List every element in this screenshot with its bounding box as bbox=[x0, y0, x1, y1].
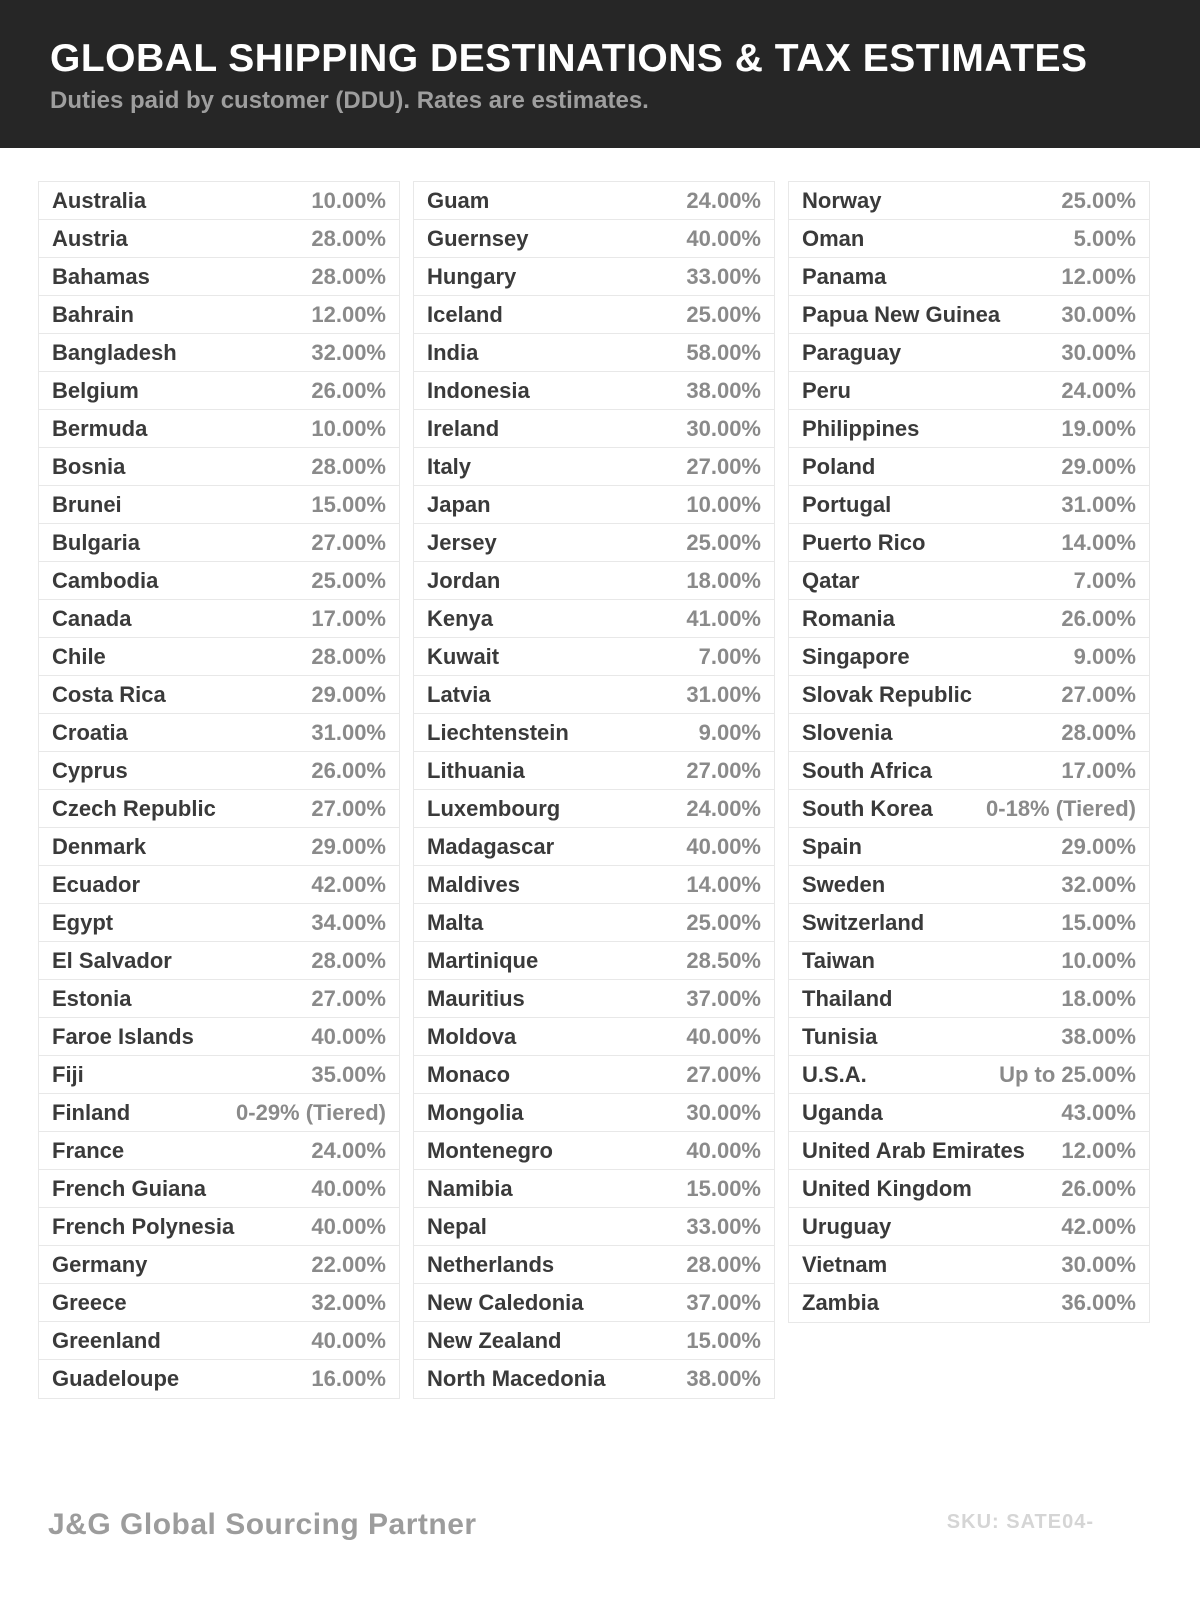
table-row bbox=[789, 1132, 1149, 1170]
country-name: France bbox=[52, 1137, 125, 1163]
country-name: United Arab Emirates bbox=[802, 1137, 1025, 1163]
table-row bbox=[39, 866, 399, 904]
country-name: Egypt bbox=[52, 909, 114, 935]
table-row bbox=[789, 752, 1149, 790]
country-name: Denmark bbox=[52, 833, 147, 859]
tax-rate: 42.00% bbox=[311, 871, 386, 897]
tax-rate: 30.00% bbox=[1061, 1251, 1136, 1277]
tax-rate: 27.00% bbox=[686, 757, 761, 783]
table-row bbox=[414, 1170, 774, 1208]
country-name: Greece bbox=[52, 1289, 127, 1315]
table-row bbox=[414, 524, 774, 562]
table-row bbox=[39, 1056, 399, 1094]
table-row bbox=[414, 1360, 774, 1398]
tax-rate: 37.00% bbox=[686, 985, 761, 1011]
country-name: Namibia bbox=[427, 1175, 513, 1201]
country-name: Montenegro bbox=[427, 1137, 553, 1163]
country-name: Ireland bbox=[427, 415, 500, 441]
table-row bbox=[414, 1246, 774, 1284]
table-row bbox=[789, 296, 1149, 334]
table-row bbox=[414, 866, 774, 904]
table-row bbox=[39, 942, 399, 980]
tax-rate: 16.00% bbox=[311, 1366, 386, 1391]
tax-rate: 15.00% bbox=[311, 491, 386, 517]
tax-rate: 25.00% bbox=[686, 909, 761, 935]
country-name: Bosnia bbox=[52, 453, 126, 479]
tax-rate: 33.00% bbox=[686, 263, 761, 289]
tax-rate: 12.00% bbox=[1061, 263, 1136, 289]
table-row bbox=[789, 638, 1149, 676]
table-row bbox=[414, 296, 774, 334]
tax-rate: 24.00% bbox=[686, 795, 761, 821]
tax-rate: 27.00% bbox=[311, 795, 386, 821]
table-row bbox=[414, 752, 774, 790]
tax-rate: 38.00% bbox=[686, 377, 761, 403]
country-name: Madagascar bbox=[427, 833, 555, 859]
country-name: Taiwan bbox=[802, 947, 875, 973]
country-name: Switzerland bbox=[802, 909, 925, 935]
tax-rate: 12.00% bbox=[311, 301, 386, 327]
table-row bbox=[789, 486, 1149, 524]
table-row bbox=[39, 790, 399, 828]
country-name: Cyprus bbox=[52, 757, 128, 783]
country-name: French Polynesia bbox=[52, 1213, 235, 1239]
sku-label: SKU: SATE04- bbox=[946, 1511, 1094, 1533]
table-row bbox=[789, 410, 1149, 448]
table-row bbox=[789, 448, 1149, 486]
tax-rate: 27.00% bbox=[686, 1061, 761, 1087]
country-name: Austria bbox=[52, 225, 128, 251]
table-row bbox=[39, 1246, 399, 1284]
country-name: South Korea bbox=[802, 795, 933, 821]
table-row bbox=[789, 220, 1149, 258]
tax-rate: 30.00% bbox=[1061, 339, 1136, 365]
tax-rate: 40.00% bbox=[686, 833, 761, 859]
tax-rate: 41.00% bbox=[686, 605, 761, 631]
table-row bbox=[789, 942, 1149, 980]
tax-rate: 29.00% bbox=[1061, 833, 1136, 859]
tax-rate: 29.00% bbox=[311, 681, 386, 707]
rates-table bbox=[788, 181, 1150, 1323]
country-name: Belgium bbox=[52, 377, 139, 403]
country-name: French Guiana bbox=[52, 1175, 207, 1201]
country-name: Portugal bbox=[802, 491, 892, 517]
table-row bbox=[39, 676, 399, 714]
country-name: Bahrain bbox=[52, 301, 134, 327]
tax-rate: 10.00% bbox=[311, 415, 386, 441]
country-name: Bangladesh bbox=[52, 339, 177, 365]
country-name: Papua New Guinea bbox=[802, 301, 1001, 327]
tax-rate: 26.00% bbox=[1061, 605, 1136, 631]
brand-name: J&G Global Sourcing Partner bbox=[48, 1508, 477, 1541]
tax-rate: 38.00% bbox=[686, 1366, 761, 1391]
country-name: New Zealand bbox=[427, 1327, 562, 1353]
country-name: Zambia bbox=[802, 1290, 880, 1315]
table-row bbox=[414, 220, 774, 258]
tax-rate: 40.00% bbox=[686, 1023, 761, 1049]
country-name: Netherlands bbox=[427, 1251, 555, 1277]
table-row bbox=[39, 220, 399, 258]
table-row bbox=[39, 1208, 399, 1246]
tax-rate: 30.00% bbox=[1061, 301, 1136, 327]
table-row bbox=[39, 182, 399, 220]
table-row bbox=[39, 714, 399, 752]
tax-rate: 40.00% bbox=[311, 1213, 386, 1239]
tax-rate: 28.50% bbox=[686, 947, 761, 973]
table-row bbox=[39, 1018, 399, 1056]
tax-rate: 29.00% bbox=[311, 833, 386, 859]
country-name: Paraguay bbox=[802, 339, 902, 365]
tax-rate: 15.00% bbox=[1061, 909, 1136, 935]
table-row bbox=[789, 1170, 1149, 1208]
tax-rate: 30.00% bbox=[686, 1099, 761, 1125]
country-name: Mongolia bbox=[427, 1099, 524, 1125]
table-row bbox=[789, 562, 1149, 600]
rates-table bbox=[413, 181, 775, 1399]
table-row bbox=[414, 334, 774, 372]
country-name: Moldova bbox=[427, 1023, 517, 1049]
country-name: Guernsey bbox=[427, 225, 529, 251]
tax-rate: 38.00% bbox=[1061, 1023, 1136, 1049]
country-name: Kuwait bbox=[427, 643, 500, 669]
table-row bbox=[39, 1132, 399, 1170]
country-name: Oman bbox=[802, 225, 865, 251]
country-name: Bermuda bbox=[52, 415, 148, 441]
table-row bbox=[789, 600, 1149, 638]
country-name: U.S.A. bbox=[802, 1061, 867, 1087]
table-row bbox=[789, 866, 1149, 904]
tax-rate: 42.00% bbox=[1061, 1213, 1136, 1239]
country-name: Tunisia bbox=[802, 1023, 878, 1049]
country-name: Malta bbox=[427, 909, 484, 935]
country-name: Greenland bbox=[52, 1327, 161, 1353]
country-name: Mauritius bbox=[427, 985, 525, 1011]
country-name: Jordan bbox=[427, 567, 501, 593]
country-name: Martinique bbox=[427, 947, 539, 973]
country-name: Italy bbox=[427, 453, 472, 479]
table-row bbox=[789, 1018, 1149, 1056]
tax-rate: 36.00% bbox=[1061, 1290, 1136, 1315]
table-row bbox=[39, 1284, 399, 1322]
tax-rate: 28.00% bbox=[311, 263, 386, 289]
tax-rate: 15.00% bbox=[686, 1175, 761, 1201]
country-name: Guadeloupe bbox=[52, 1366, 180, 1391]
country-name: North Macedonia bbox=[427, 1366, 606, 1391]
table-row bbox=[789, 334, 1149, 372]
table-row bbox=[414, 1284, 774, 1322]
tax-rate: 29.00% bbox=[1061, 453, 1136, 479]
country-name: Maldives bbox=[427, 871, 520, 897]
table-row bbox=[789, 1284, 1149, 1322]
table-row bbox=[414, 372, 774, 410]
table-row bbox=[789, 980, 1149, 1018]
country-name: Spain bbox=[802, 833, 862, 859]
tax-rate: 28.00% bbox=[311, 225, 386, 251]
country-name: Iceland bbox=[427, 301, 503, 327]
tax-rate: 31.00% bbox=[686, 681, 761, 707]
country-name: Sweden bbox=[802, 871, 886, 897]
tax-rate: 32.00% bbox=[1061, 871, 1136, 897]
table-row bbox=[414, 904, 774, 942]
rates-grid bbox=[38, 181, 1150, 1399]
country-name: Estonia bbox=[52, 985, 132, 1011]
table-row bbox=[39, 904, 399, 942]
country-name: Puerto Rico bbox=[802, 529, 926, 555]
table-row bbox=[39, 296, 399, 334]
page-title: GLOBAL SHIPPING DESTINATIONS & TAX ESTIMATES bbox=[50, 37, 1088, 80]
table-row bbox=[414, 562, 774, 600]
table-row bbox=[39, 638, 399, 676]
table-row bbox=[789, 790, 1149, 828]
country-name: Faroe Islands bbox=[52, 1023, 194, 1049]
country-name: Luxembourg bbox=[427, 795, 561, 821]
tax-rate: 26.00% bbox=[1061, 1175, 1136, 1201]
country-name: New Caledonia bbox=[427, 1289, 584, 1315]
country-name: Norway bbox=[802, 187, 882, 213]
page-header bbox=[0, 0, 1200, 148]
country-name: Cambodia bbox=[52, 567, 159, 593]
tax-rate: 27.00% bbox=[1061, 681, 1136, 707]
table-row bbox=[789, 1056, 1149, 1094]
country-name: Bahamas bbox=[52, 263, 150, 289]
table-row bbox=[789, 258, 1149, 296]
tax-rate: 58.00% bbox=[686, 339, 761, 365]
country-name: Australia bbox=[52, 187, 147, 213]
tax-rate: 10.00% bbox=[686, 491, 761, 517]
tax-rate: 9.00% bbox=[698, 719, 761, 745]
tax-rate: 14.00% bbox=[1061, 529, 1136, 555]
tax-rate: 18.00% bbox=[686, 567, 761, 593]
tax-rate: 22.00% bbox=[311, 1251, 386, 1277]
tax-rate: 24.00% bbox=[311, 1137, 386, 1163]
table-row bbox=[39, 448, 399, 486]
tax-rate: 17.00% bbox=[311, 605, 386, 631]
tax-rate: 28.00% bbox=[311, 453, 386, 479]
table-row bbox=[414, 410, 774, 448]
table-row bbox=[39, 1170, 399, 1208]
tax-rate: 28.00% bbox=[1061, 719, 1136, 745]
country-name: Slovak Republic bbox=[802, 681, 972, 707]
country-name: Slovenia bbox=[802, 719, 893, 745]
tax-rate: 27.00% bbox=[686, 453, 761, 479]
country-name: Singapore bbox=[802, 643, 910, 669]
country-name: Poland bbox=[802, 453, 876, 479]
table-row bbox=[414, 638, 774, 676]
table-row bbox=[789, 828, 1149, 866]
tax-rate: 24.00% bbox=[686, 187, 761, 213]
country-name: Monaco bbox=[427, 1061, 511, 1087]
table-row bbox=[39, 828, 399, 866]
table-row bbox=[414, 1208, 774, 1246]
country-name: Uruguay bbox=[802, 1213, 892, 1239]
tax-rate: 31.00% bbox=[1061, 491, 1136, 517]
tax-rate: 28.00% bbox=[311, 947, 386, 973]
tax-rate: 40.00% bbox=[311, 1023, 386, 1049]
country-name: Brunei bbox=[52, 491, 122, 517]
table-row bbox=[414, 828, 774, 866]
page-subtitle: Duties paid by customer (DDU). Rates are estimates. bbox=[50, 87, 649, 114]
tax-rate: 25.00% bbox=[1061, 187, 1136, 213]
table-row bbox=[789, 524, 1149, 562]
country-name: Guam bbox=[427, 187, 490, 213]
tax-rate: 25.00% bbox=[311, 567, 386, 593]
table-row bbox=[39, 258, 399, 296]
tax-rate: Up to 25.00% bbox=[999, 1061, 1136, 1087]
table-row bbox=[414, 182, 774, 220]
country-name: Thailand bbox=[802, 985, 893, 1011]
tax-rate: 40.00% bbox=[686, 1137, 761, 1163]
tax-rate: 10.00% bbox=[311, 187, 386, 213]
table-row bbox=[789, 904, 1149, 942]
tax-rate: 9.00% bbox=[1073, 643, 1136, 669]
table-row bbox=[789, 182, 1149, 220]
country-name: Lithuania bbox=[427, 757, 525, 783]
table-row bbox=[39, 980, 399, 1018]
country-name: Kenya bbox=[427, 605, 494, 631]
tax-rate: 12.00% bbox=[1061, 1137, 1136, 1163]
table-row bbox=[414, 258, 774, 296]
country-name: Canada bbox=[52, 605, 132, 631]
tax-rate: 40.00% bbox=[311, 1327, 386, 1353]
country-name: Philippines bbox=[802, 415, 920, 441]
tax-rate: 26.00% bbox=[311, 757, 386, 783]
table-row bbox=[414, 1322, 774, 1360]
tax-rate: 24.00% bbox=[1061, 377, 1136, 403]
tax-rate: 19.00% bbox=[1061, 415, 1136, 441]
country-name: Latvia bbox=[427, 681, 491, 707]
tax-rate: 32.00% bbox=[311, 339, 386, 365]
table-row bbox=[414, 942, 774, 980]
table-row bbox=[39, 562, 399, 600]
tax-rate: 5.00% bbox=[1073, 225, 1136, 251]
table-row bbox=[414, 676, 774, 714]
tax-rate: 34.00% bbox=[311, 909, 386, 935]
tax-rate: 40.00% bbox=[311, 1175, 386, 1201]
country-name: Peru bbox=[802, 377, 851, 403]
table-row bbox=[39, 752, 399, 790]
table-row bbox=[789, 1208, 1149, 1246]
country-name: Vietnam bbox=[802, 1251, 888, 1277]
tax-rate: 27.00% bbox=[311, 985, 386, 1011]
table-row bbox=[414, 486, 774, 524]
country-name: South Africa bbox=[802, 757, 932, 783]
tax-rate: 10.00% bbox=[1061, 947, 1136, 973]
tax-rate: 33.00% bbox=[686, 1213, 761, 1239]
tax-rate: 25.00% bbox=[686, 529, 761, 555]
country-name: Costa Rica bbox=[52, 681, 166, 707]
country-name: Nepal bbox=[427, 1213, 487, 1239]
country-name: Indonesia bbox=[427, 377, 530, 403]
country-name: Bulgaria bbox=[52, 529, 141, 555]
tax-rate: 37.00% bbox=[686, 1289, 761, 1315]
country-name: India bbox=[427, 339, 479, 365]
tax-rate: 27.00% bbox=[311, 529, 386, 555]
country-name: Romania bbox=[802, 605, 895, 631]
country-name: United Kingdom bbox=[802, 1175, 972, 1201]
table-row bbox=[39, 334, 399, 372]
country-name: El Salvador bbox=[52, 947, 172, 973]
table-row bbox=[414, 790, 774, 828]
table-row bbox=[414, 714, 774, 752]
tax-rate: 25.00% bbox=[686, 301, 761, 327]
tax-rate: 15.00% bbox=[686, 1327, 761, 1353]
table-row bbox=[39, 1322, 399, 1360]
tax-rate: 28.00% bbox=[311, 643, 386, 669]
country-name: Czech Republic bbox=[52, 795, 216, 821]
table-row bbox=[39, 486, 399, 524]
table-row bbox=[39, 524, 399, 562]
rates-table bbox=[38, 181, 400, 1399]
table-row bbox=[414, 1132, 774, 1170]
country-name: Panama bbox=[802, 263, 887, 289]
country-name: Ecuador bbox=[52, 871, 141, 897]
tax-rate: 7.00% bbox=[1073, 567, 1136, 593]
tax-rate: 17.00% bbox=[1061, 757, 1136, 783]
country-name: Croatia bbox=[52, 719, 128, 745]
table-row bbox=[789, 1094, 1149, 1132]
tax-rate: 26.00% bbox=[311, 377, 386, 403]
country-name: Chile bbox=[52, 643, 106, 669]
table-row bbox=[789, 1246, 1149, 1284]
table-row bbox=[789, 714, 1149, 752]
country-name: Hungary bbox=[427, 263, 517, 289]
tax-rate: 31.00% bbox=[311, 719, 386, 745]
table-row bbox=[39, 410, 399, 448]
tax-rate: 43.00% bbox=[1061, 1099, 1136, 1125]
table-row bbox=[789, 676, 1149, 714]
tax-rate: 7.00% bbox=[698, 643, 761, 669]
tax-rate: 32.00% bbox=[311, 1289, 386, 1315]
table-row bbox=[414, 980, 774, 1018]
tax-rate: 18.00% bbox=[1061, 985, 1136, 1011]
country-name: Japan bbox=[427, 491, 491, 517]
table-row bbox=[414, 448, 774, 486]
table-row bbox=[414, 1094, 774, 1132]
tax-rate: 35.00% bbox=[311, 1061, 386, 1087]
country-name: Liechtenstein bbox=[427, 719, 569, 745]
tax-rate: 28.00% bbox=[686, 1251, 761, 1277]
table-row bbox=[39, 372, 399, 410]
table-row bbox=[414, 1018, 774, 1056]
table-row bbox=[414, 600, 774, 638]
table-row bbox=[789, 372, 1149, 410]
country-name: Fiji bbox=[52, 1061, 84, 1087]
tax-rate: 40.00% bbox=[686, 225, 761, 251]
table-row bbox=[39, 600, 399, 638]
country-name: Jersey bbox=[427, 529, 497, 555]
tax-rate: 0-29% (Tiered) bbox=[236, 1099, 386, 1125]
country-name: Uganda bbox=[802, 1099, 883, 1125]
table-row bbox=[414, 1056, 774, 1094]
country-name: Germany bbox=[52, 1251, 148, 1277]
country-name: Qatar bbox=[802, 567, 860, 593]
tax-rate: 0-18% (Tiered) bbox=[986, 795, 1136, 821]
table-row bbox=[39, 1094, 399, 1132]
tax-rate: 14.00% bbox=[686, 871, 761, 897]
table-row bbox=[39, 1360, 399, 1398]
country-name: Finland bbox=[52, 1099, 131, 1125]
tax-rate: 30.00% bbox=[686, 415, 761, 441]
